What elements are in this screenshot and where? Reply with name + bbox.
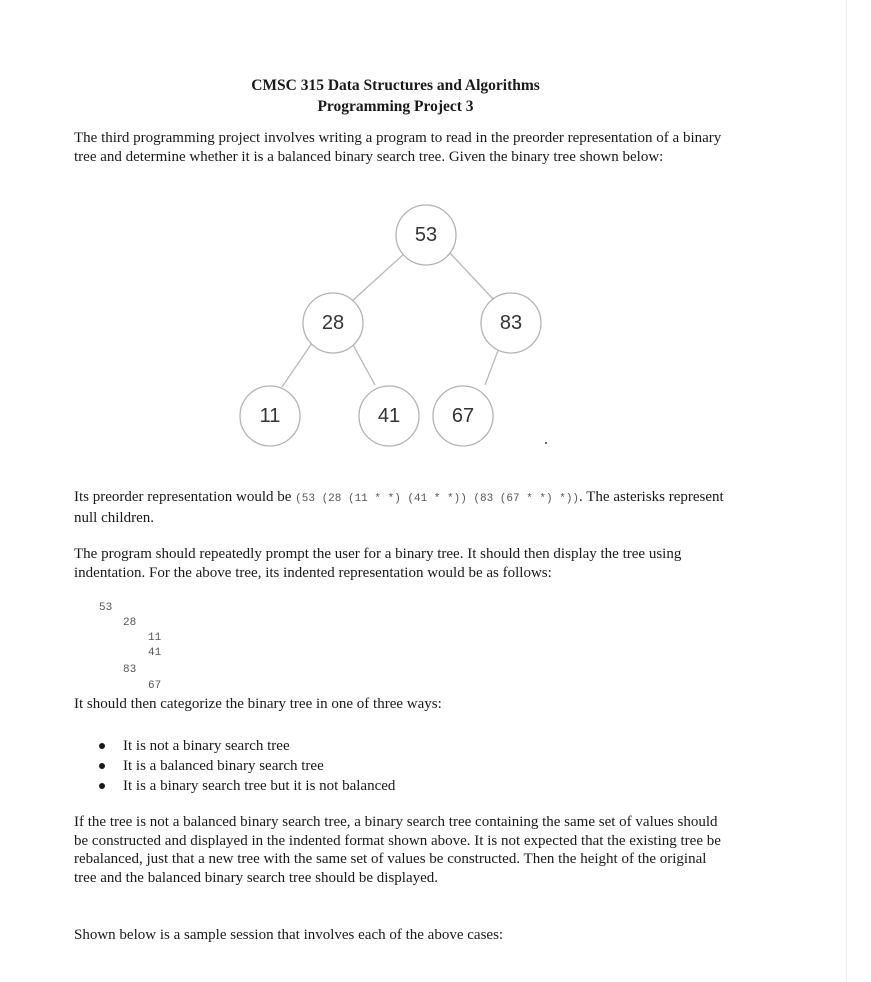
- intro-paragraph: The third programming project involves writing a program to read in the preorder representation of a binary tree and determine whether it is a balanced binary search tree. Given the binary tree shown below:: [74, 130, 722, 165]
- edge-53-28: [352, 253, 405, 301]
- tree-node-83: [481, 293, 541, 353]
- category-label: It is a binary search tree but it is not balanced: [123, 778, 396, 794]
- list-item: [96, 776, 395, 796]
- category-list: [96, 736, 395, 796]
- preorder-text-before: Its preorder representation would be: [74, 489, 296, 505]
- document-title: CMSC 315 Data Structures and Algorithms: [251, 77, 540, 94]
- tree-node-label: 41: [377, 405, 401, 427]
- indented-tree-line: 28: [123, 617, 137, 629]
- preorder-paragraph: [74, 488, 724, 527]
- category-label: It is not a binary search tree: [123, 738, 290, 754]
- bullet-icon: [99, 743, 105, 749]
- edge-28-11: [282, 343, 312, 387]
- indented-tree-line: 83: [123, 664, 137, 676]
- indented-tree-line: 67: [148, 680, 162, 692]
- tree-node-11: [240, 386, 300, 446]
- indented-tree-line: 53: [99, 602, 113, 614]
- list-item: [96, 756, 395, 776]
- categorize-intro: It should then categorize the binary tree in one of three ways:: [74, 696, 442, 712]
- indented-tree-line: 41: [148, 647, 162, 659]
- tree-node-label: 28: [321, 312, 345, 334]
- indented-tree-line: 11: [148, 632, 162, 644]
- preorder-text-after: . The asterisks represent null children.: [74, 489, 724, 526]
- tree-node-label: 67: [451, 405, 475, 427]
- page-edge: [846, 0, 847, 982]
- session-intro: Shown below is a sample session that involves each of the above cases:: [74, 927, 504, 943]
- category-label: It is a balanced binary search tree: [123, 758, 324, 774]
- tree-node-label: 53: [414, 224, 438, 246]
- tree-node-53: [396, 205, 456, 265]
- stray-dot: [545, 442, 547, 444]
- tree-node-67: [433, 386, 493, 446]
- bullet-icon: [99, 763, 105, 769]
- edge-28-41: [352, 343, 375, 385]
- list-item: [96, 736, 395, 756]
- edge-83-67: [485, 348, 499, 385]
- preorder-code: (53 (28 (11 * *) (41 * *)) (83 (67 * *) *)): [295, 493, 580, 505]
- tree-node-label: 83: [499, 312, 523, 334]
- edge-53-83: [450, 253, 493, 299]
- tree-node-28: [303, 293, 363, 353]
- prompt-paragraph: The program should repeatedly prompt the user for a binary tree. It should then display the tree using indentation. For the above tree, its indented representation would be as follows:: [74, 546, 682, 581]
- rebalance-paragraph: If the tree is not a balanced binary search tree, a binary search tree containing the same set of values should be constructed and displayed in the indented format shown above. It is not expected that the existing tree be rebalanced, just that a new tree with the same set of values be constructed. Then the height of the original tree and the balanced binary search tree should be displayed.: [74, 814, 721, 886]
- bullet-icon: [99, 783, 105, 789]
- binary-tree-diagram: [0, 195, 871, 465]
- tree-node-label: 11: [259, 405, 281, 427]
- tree-node-41: [359, 386, 419, 446]
- document-subtitle: Programming Project 3: [317, 98, 474, 115]
